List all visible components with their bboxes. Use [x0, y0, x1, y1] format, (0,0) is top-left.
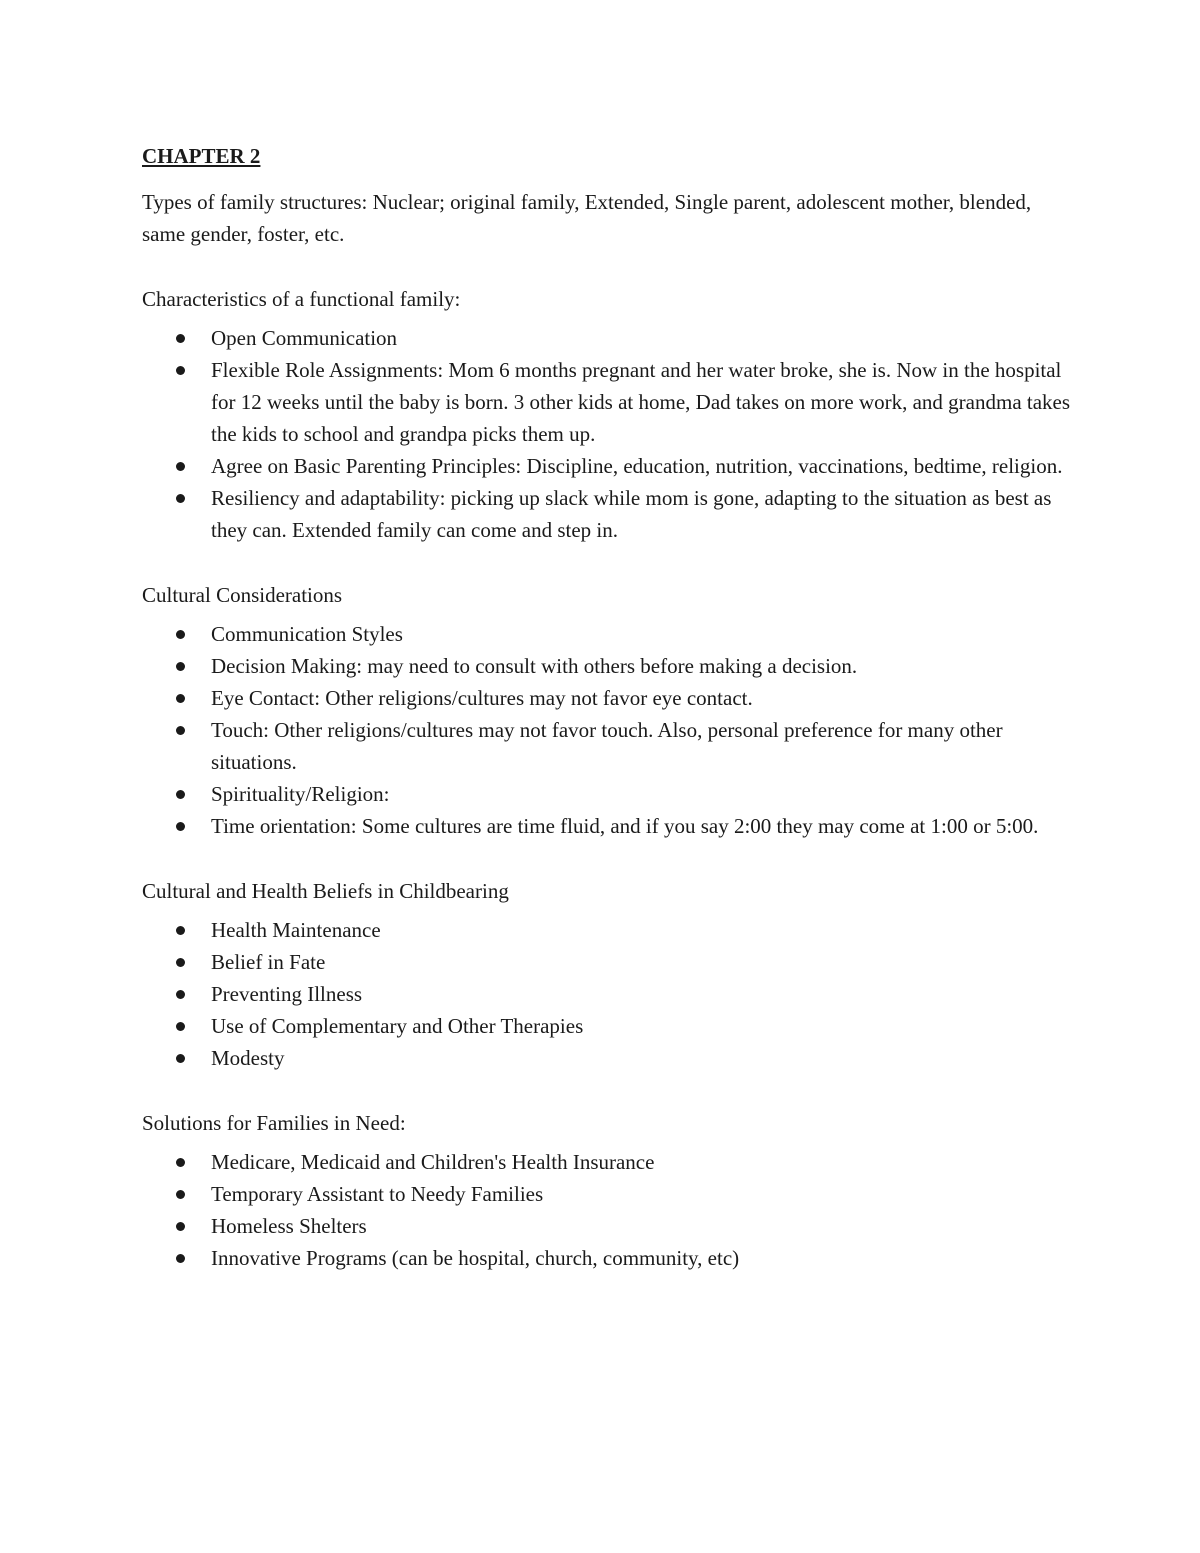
intro-paragraph: Types of family structures: Nuclear; original family, Extended, Single parent, adolescent mother, blended, same gender, foster, etc. [142, 190, 1032, 246]
bullet-list [142, 618, 1072, 842]
list-item [142, 1210, 1072, 1242]
bullet-icon [176, 462, 185, 471]
list-item-text: Touch: Other religions/cultures may not favor touch. Also, personal preference for many other situations. [211, 718, 1003, 774]
list-item-text: Innovative Programs (can be hospital, church, community, etc) [211, 1246, 740, 1270]
bullet-icon [176, 1222, 185, 1231]
bullet-list [142, 914, 1072, 1074]
list-item-text: Communication Styles [211, 622, 403, 646]
bullet-icon [176, 1158, 185, 1167]
list-item-text: Modesty [211, 1046, 285, 1070]
bullet-icon [176, 990, 185, 999]
list-item [142, 914, 1072, 946]
section-families-in-need [142, 1107, 1072, 1274]
bullet-icon [176, 1190, 185, 1199]
document-page [142, 140, 1072, 1307]
list-item-text: Use of Complementary and Other Therapies [211, 1014, 584, 1038]
list-item-text: Belief in Fate [211, 950, 326, 974]
list-item [142, 1010, 1072, 1042]
list-item [142, 978, 1072, 1010]
list-item-text: Open Communication [211, 326, 398, 350]
bullet-icon [176, 822, 185, 831]
section-heading: Cultural Considerations [142, 583, 343, 607]
list-item-text: Health Maintenance [211, 918, 381, 942]
list-item-text: Spirituality/Religion: [211, 782, 390, 806]
list-item [142, 946, 1072, 978]
list-item [142, 1146, 1072, 1178]
bullet-icon [176, 726, 185, 735]
list-item-text: Flexible Role Assignments: Mom 6 months pregnant and her water broke, she is. Now in the hospital for 12 weeks until the baby is born. 3 other kids at home, Dad takes on more work, and grandma takes the kids to school and grandpa picks them up. [211, 358, 1071, 446]
list-item [142, 778, 1072, 810]
list-item [142, 618, 1072, 650]
bullet-icon [176, 1054, 185, 1063]
bullet-icon [176, 630, 185, 639]
bullet-icon [176, 1022, 185, 1031]
list-item [142, 650, 1072, 682]
list-item [142, 1042, 1072, 1074]
list-item-text: Homeless Shelters [211, 1214, 367, 1238]
bullet-icon [176, 494, 185, 503]
list-item-text: Resiliency and adaptability: picking up slack while mom is gone, adapting to the situation as best as they can. Extended family can come and step in. [211, 486, 1052, 542]
section-health-beliefs [142, 875, 1072, 1074]
list-item [142, 482, 1072, 546]
list-item-text: Medicare, Medicaid and Children's Health Insurance [211, 1150, 655, 1174]
list-item-text: Preventing Illness [211, 982, 363, 1006]
bullet-icon [176, 694, 185, 703]
list-item-text: Decision Making: may need to consult with others before making a decision. [211, 654, 858, 678]
section-cultural-considerations [142, 579, 1072, 842]
list-item [142, 1242, 1072, 1274]
chapter-title: CHAPTER 2 [142, 144, 261, 168]
bullet-list [142, 1146, 1072, 1274]
section-functional-family [142, 283, 1072, 546]
list-item [142, 322, 1072, 354]
bullet-icon [176, 334, 185, 343]
list-item [142, 1178, 1072, 1210]
bullet-icon [176, 958, 185, 967]
bullet-icon [176, 1254, 185, 1263]
bullet-icon [176, 662, 185, 671]
bullet-icon [176, 790, 185, 799]
list-item-text: Agree on Basic Parenting Principles: Discipline, education, nutrition, vaccinations, bedtime, religion. [211, 454, 1063, 478]
list-item [142, 714, 1072, 778]
list-item [142, 354, 1072, 450]
list-item [142, 682, 1072, 714]
list-item [142, 450, 1072, 482]
section-heading: Characteristics of a functional family: [142, 287, 461, 311]
list-item-text: Time orientation: Some cultures are time fluid, and if you say 2:00 they may come at 1:00 or 5:00. [211, 814, 1039, 838]
list-item-text: Temporary Assistant to Needy Families [211, 1182, 544, 1206]
section-heading: Cultural and Health Beliefs in Childbearing [142, 879, 509, 903]
list-item-text: Eye Contact: Other religions/cultures may not favor eye contact. [211, 686, 753, 710]
list-item [142, 810, 1072, 842]
bullet-icon [176, 926, 185, 935]
bullet-list [142, 322, 1072, 546]
section-heading: Solutions for Families in Need: [142, 1111, 406, 1135]
bullet-icon [176, 366, 185, 375]
